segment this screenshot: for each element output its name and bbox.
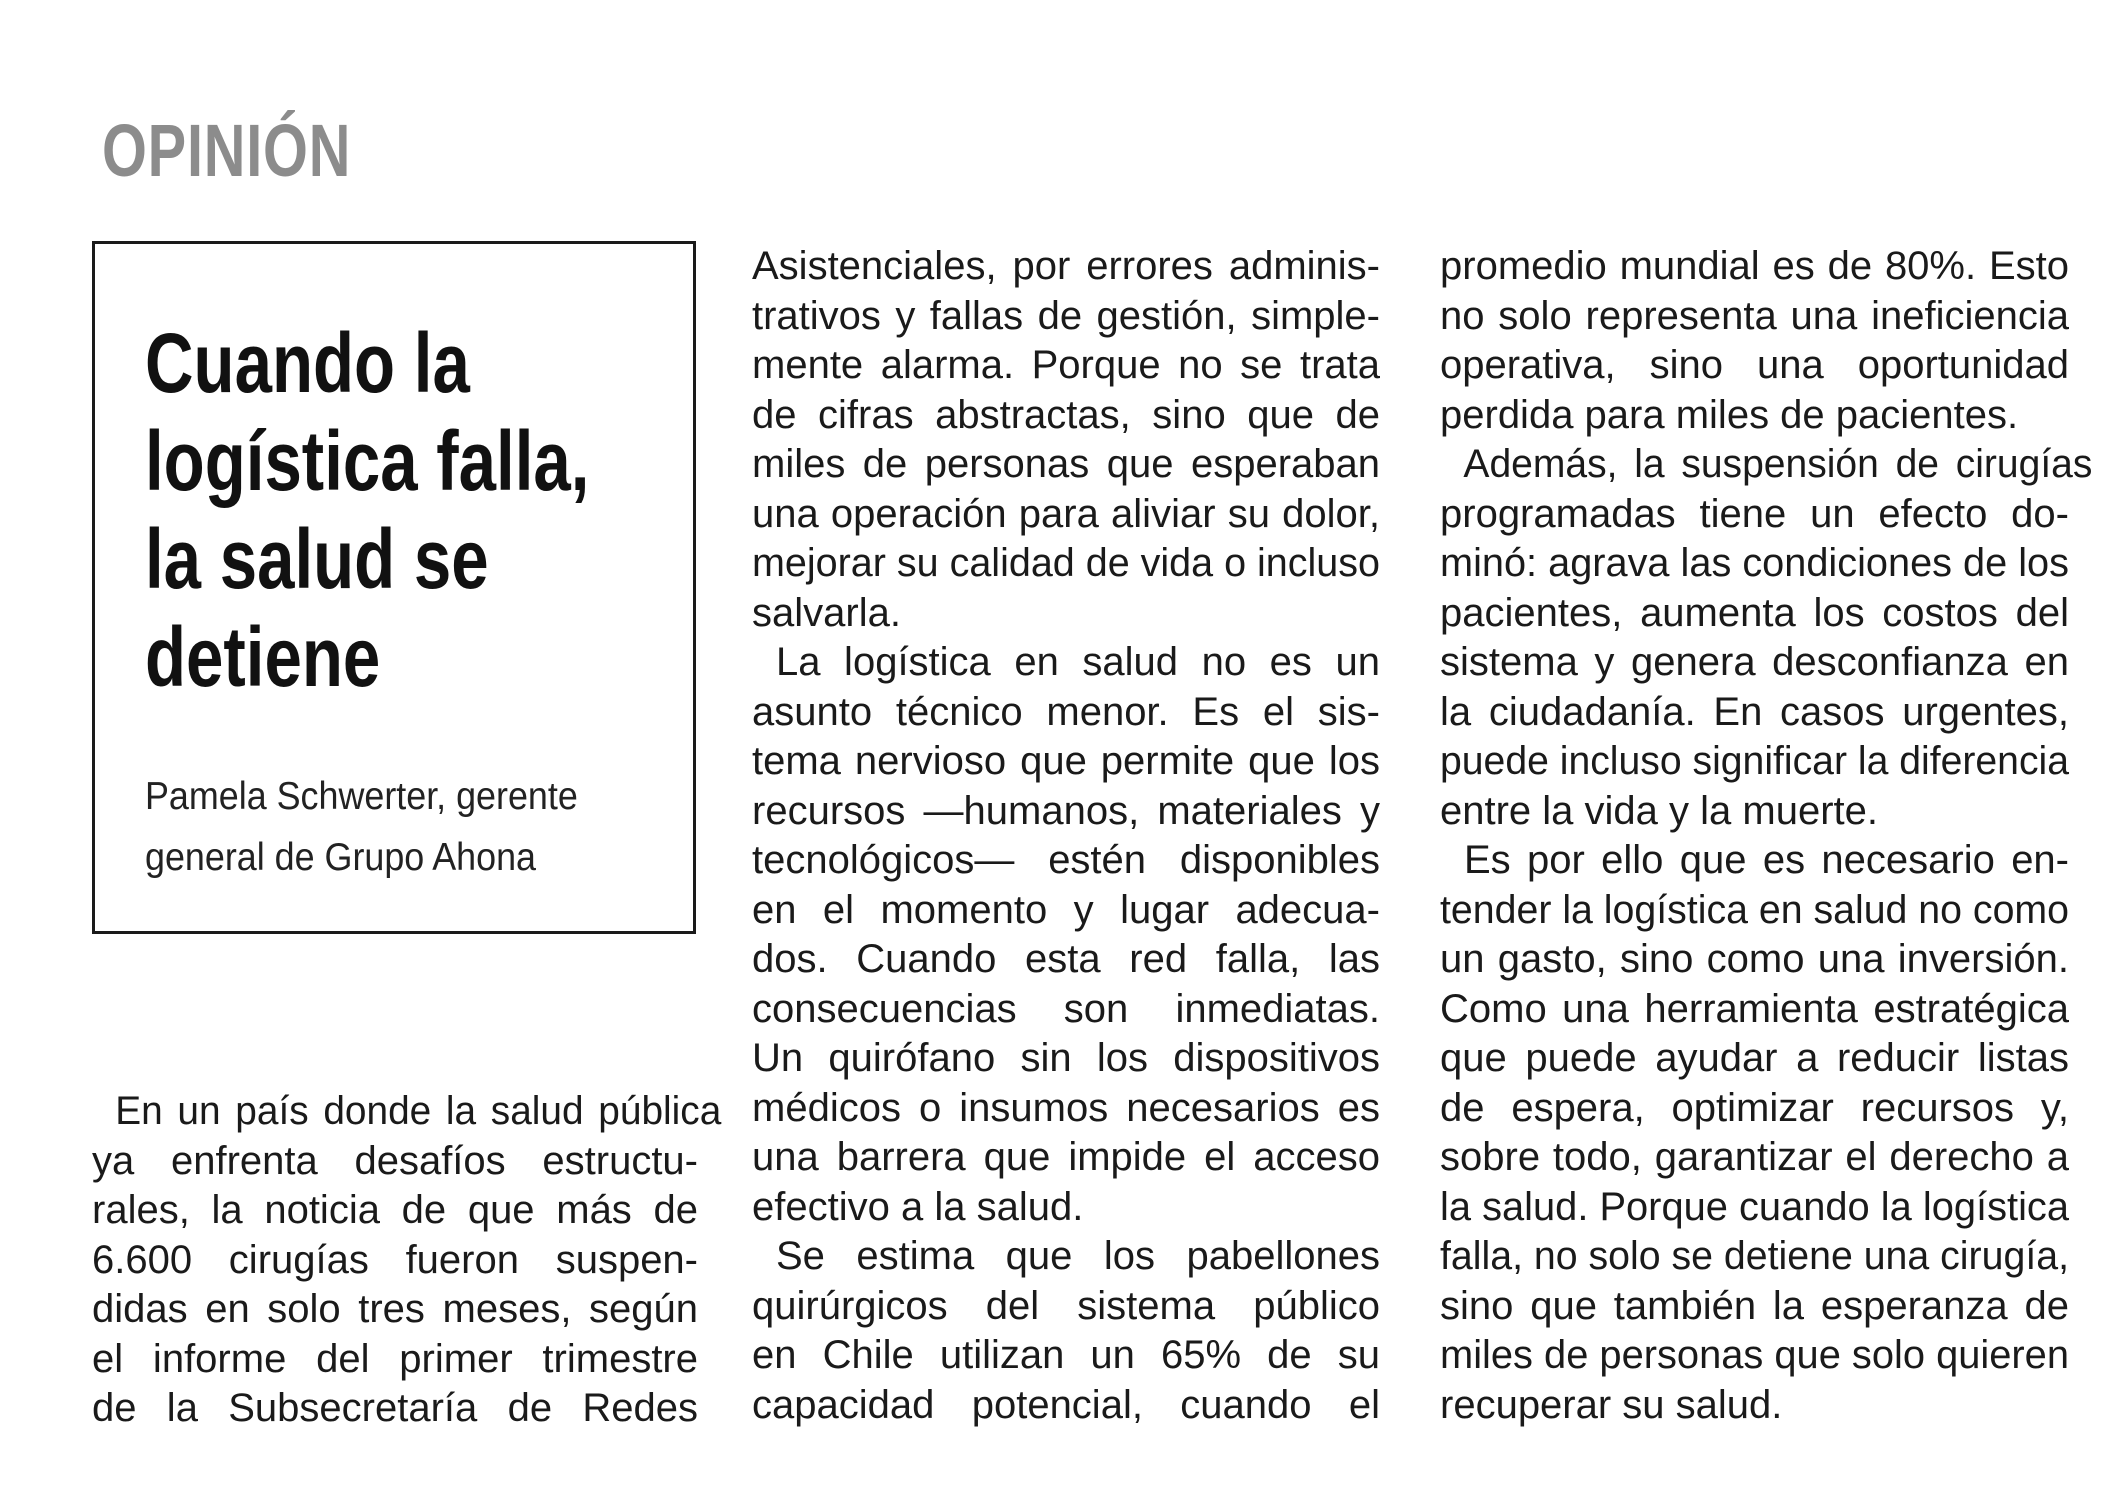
text-line: sobre todo, garantizar el derecho a	[1440, 1135, 2069, 1179]
headline-line: Cuando la	[145, 316, 470, 410]
body-column-1	[92, 1087, 722, 1434]
text-line: perdida para miles de pacientes.	[1440, 392, 2019, 437]
text-line: la salud. Porque cuando la logística	[1440, 1184, 2069, 1229]
text-line: miles de personas que solo quieren	[1440, 1333, 2069, 1377]
text-line: sino que también la esperanza de	[1440, 1283, 2069, 1328]
text-line: minó: agrava las condiciones de los	[1440, 541, 2069, 585]
text-line: Un quirófano sin los dispositivos	[752, 1036, 1380, 1080]
text-line: recursos —humanos, materiales y	[752, 788, 1380, 833]
headline-line: logística falla,	[145, 414, 590, 508]
text-line: Es por ello que es necesario en-	[1464, 838, 2069, 882]
text-line: mente alarma. Porque no se trata	[752, 343, 1380, 387]
text-line: efectivo a la salud.	[752, 1184, 1084, 1229]
text-line: el informe del primer trimestre	[92, 1336, 698, 1381]
section-label: OPINIÓN	[102, 109, 352, 192]
text-line: tender la logística en salud no como	[1440, 887, 2069, 932]
text-line: un gasto, sino como una inversión.	[1440, 937, 2069, 981]
text-line: una operación para aliviar su dolor,	[752, 491, 1380, 536]
headline	[145, 314, 721, 706]
headline-box	[92, 241, 696, 934]
text-line: Se estima que los pabellones	[776, 1234, 1380, 1278]
text-line: en Chile utilizan un 65% de su	[752, 1333, 1380, 1377]
text-line: capacidad potencial, cuando el	[752, 1382, 1380, 1427]
text-line: sistema y genera desconfianza en	[1440, 640, 2069, 684]
text-line: tema nervioso que permite que los	[752, 739, 1380, 783]
text-line: pacientes, aumenta los costos del	[1440, 590, 2069, 635]
text-line: entre la vida y la muerte.	[1440, 788, 1878, 833]
byline-line: general de Grupo Ahona	[145, 836, 537, 879]
text-line: La logística en salud no es un	[776, 640, 1380, 684]
text-line: quirúrgicos del sistema público	[752, 1283, 1380, 1328]
text-line: promedio mundial es de 80%. Esto	[1440, 244, 2069, 288]
text-line: médicos o insumos necesarios es	[752, 1085, 1380, 1130]
text-line: no solo representa una ineficiencia	[1440, 293, 2069, 338]
text-line: programadas tiene un efecto do-	[1440, 491, 2069, 536]
text-line: asunto técnico menor. Es el sis-	[752, 689, 1380, 734]
text-line: puede incluso significar la diferencia	[1440, 739, 2069, 783]
text-line: dos. Cuando esta red falla, las	[752, 937, 1380, 981]
body-column-2	[752, 242, 1380, 1430]
text-line: operativa, sino una oportunidad	[1440, 343, 2069, 387]
text-line: consecuencias son inmediatas.	[752, 986, 1380, 1031]
text-line: Como una herramienta estratégica	[1440, 986, 2069, 1031]
byline-line: Pamela Schwerter, gerente	[145, 775, 578, 818]
body-column-3	[1440, 242, 2093, 1430]
text-line: En un país donde la salud pública	[115, 1089, 722, 1133]
text-line: falla, no solo se detiene una cirugía,	[1440, 1234, 2069, 1278]
text-line: rales, la noticia de que más de	[92, 1188, 698, 1232]
text-line: de espera, optimizar recursos y,	[1440, 1085, 2069, 1130]
text-line: Asistenciales, por errores adminis-	[752, 244, 1380, 288]
text-line: trativos y fallas de gestión, simple-	[752, 293, 1380, 338]
text-line: la ciudadanía. En casos urgentes,	[1440, 689, 2069, 734]
text-line: tecnológicos— estén disponibles	[752, 838, 1380, 882]
text-line: de cifras abstractas, sino que de	[752, 392, 1380, 437]
text-line: Además, la suspensión de cirugías	[1463, 442, 2093, 486]
text-line: que puede ayudar a reducir listas	[1440, 1036, 2069, 1080]
text-line: mejorar su calidad de vida o incluso	[752, 541, 1380, 585]
headline-line: la salud se	[145, 512, 489, 606]
text-line: una barrera que impide el acceso	[752, 1135, 1380, 1179]
byline	[145, 766, 697, 888]
text-line: recuperar su salud.	[1440, 1382, 1783, 1427]
text-line: ya enfrenta desafíos estructu-	[92, 1138, 698, 1183]
headline-line: detiene	[145, 610, 381, 704]
text-line: en el momento y lugar adecua-	[752, 887, 1380, 932]
text-line: didas en solo tres meses, según	[92, 1287, 698, 1331]
text-line: de la Subsecretaría de Redes	[92, 1386, 698, 1430]
text-line: 6.600 cirugías fueron suspen-	[92, 1237, 698, 1282]
text-line: miles de personas que esperaban	[752, 442, 1380, 486]
text-line: salvarla.	[752, 590, 901, 635]
